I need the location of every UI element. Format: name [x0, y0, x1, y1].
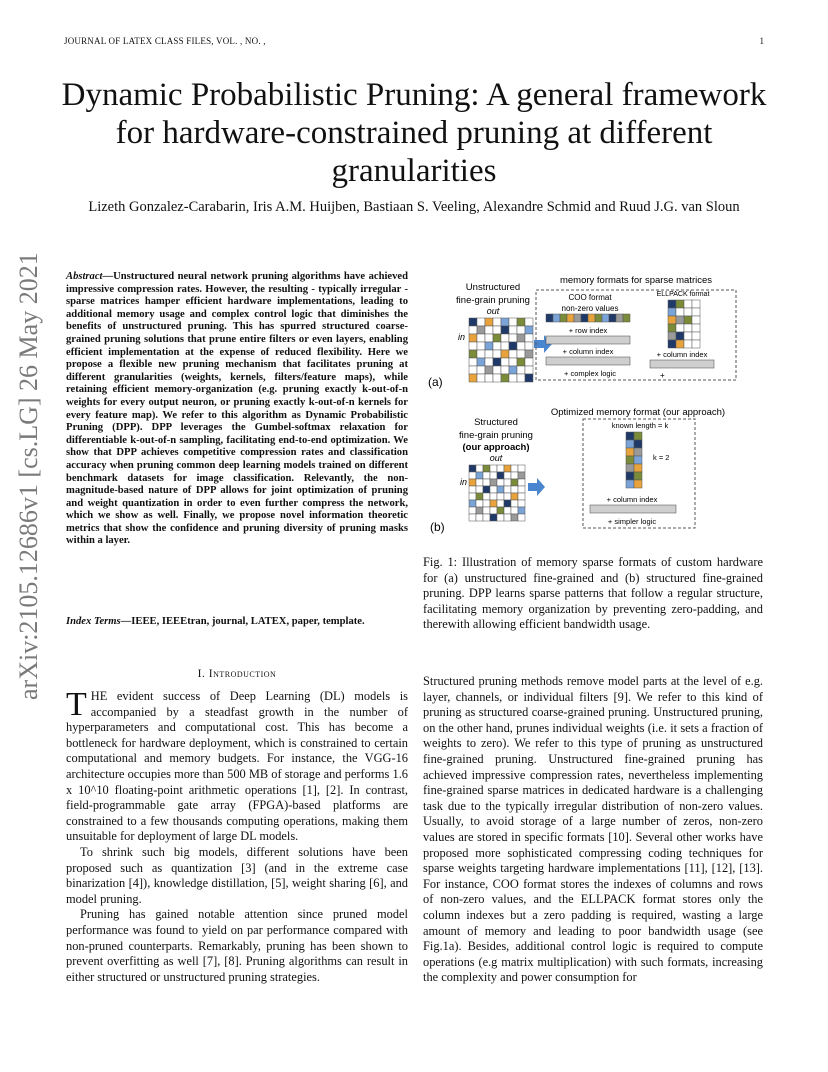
weight-cell — [483, 507, 490, 514]
ellpack-cell — [692, 300, 700, 308]
coo-values-row — [546, 314, 630, 322]
weight-cell — [476, 479, 483, 486]
figure-1 — [420, 268, 770, 538]
ellpack-grid — [668, 300, 700, 348]
panel-b-title-line2: fine-grain pruning — [459, 430, 533, 441]
weight-cell — [493, 358, 501, 366]
weight-cell — [469, 326, 477, 334]
coo-column-index-label: + column index — [562, 347, 614, 356]
weight-cell — [497, 500, 504, 507]
ellpack-cell — [676, 340, 684, 348]
ellpack-cell — [684, 340, 692, 348]
weight-cell — [501, 358, 509, 366]
weight-cell — [509, 366, 517, 374]
weight-cell — [493, 318, 501, 326]
weight-cell — [511, 493, 518, 500]
weight-cell — [509, 350, 517, 358]
weight-cell — [501, 374, 509, 382]
weight-cell — [485, 326, 493, 334]
memory-cell — [626, 464, 634, 472]
weight-cell — [490, 472, 497, 479]
panel-a-title-line2: fine-grain pruning — [456, 295, 530, 306]
right-paragraph: Structured pruning methods remove model parts at the level of e.g. layer, channels, or individual filters [9]. We refer to this kind of pruning as structured coarse-grained pruning. Unstructured pruning, on the other hand, prunes individual weights (i.e. it sets a fraction of weights to zero). We refer to this type of pruning as unstructured fine-grained pruning. Unstructured fine-grained pruning has achieved impressive compression rates, nevertheless implementing fine-grained sparse matrices in dedicated hardware is a challenging task due to the typically irregular distribution of non-zero values. Usually, to avoid storage of a large number of zeros, non-zero values are stored in specific formats [10]. Several other works have proposed more sophisticated compressing coding techniques for sparse weights targeting hardware implementations [11], [12], [13]. For instance, COO format stores the indexes of columns and rows of non-zero values, and the ELLPACK format stores only the column indexes but a zero padding is required, wasting a large amount of memory and leading to poor bandwidth usage (see Fig.1a). Besides, additional control logic is required to compute operations (e.g matrix multiplication) with such formats, increasing the complexity and power consumption for — [423, 674, 763, 985]
index-terms-text: —IEEE, IEEEtran, journal, LATEX, paper, template. — [120, 616, 365, 627]
weight-cell — [485, 358, 493, 366]
ellpack-title: ELLPACK format — [656, 291, 710, 298]
weight-cell — [469, 342, 477, 350]
value-cell — [595, 314, 602, 322]
weight-cell — [518, 479, 525, 486]
weight-cell — [483, 500, 490, 507]
weight-cell — [509, 374, 517, 382]
weight-cell — [493, 374, 501, 382]
weight-cell — [490, 479, 497, 486]
weight-cell — [477, 326, 485, 334]
weight-cell — [477, 350, 485, 358]
weight-cell — [518, 514, 525, 521]
panel-a-in-label: in — [458, 332, 466, 342]
page-number: 1 — [759, 36, 764, 46]
weight-cell — [517, 358, 525, 366]
k-value-label: k = 2 — [653, 453, 670, 462]
weight-cell — [517, 350, 525, 358]
ellpack-cell — [676, 316, 684, 324]
panel-a-title-line1: Unstructured — [465, 282, 521, 293]
weight-cell — [511, 472, 518, 479]
weight-cell — [517, 366, 525, 374]
weight-cell — [485, 342, 493, 350]
weight-cell — [483, 465, 490, 472]
section-number: I. — [197, 668, 206, 680]
weight-cell — [490, 465, 497, 472]
arxiv-stamp: arXiv:2105.12686v1 [cs.LG] 26 May 2021 — [14, 252, 43, 700]
weight-cell — [497, 472, 504, 479]
memory-cell — [634, 440, 642, 448]
section-heading — [66, 668, 408, 680]
weight-cell — [509, 318, 517, 326]
abstract-label: Abstract — [66, 271, 103, 282]
ellpack-plus: + — [660, 371, 665, 380]
weight-cell — [483, 493, 490, 500]
ellpack-column-index-bar — [650, 360, 714, 368]
panel-b-column-index-label: + column index — [606, 495, 658, 504]
weight-cell — [497, 514, 504, 521]
intro-column — [66, 686, 408, 985]
ellpack-cell — [668, 340, 676, 348]
panel-b-column-index-bar — [590, 505, 676, 513]
weight-cell — [483, 514, 490, 521]
weight-cell — [477, 358, 485, 366]
weight-cell — [501, 334, 509, 342]
weight-cell — [469, 318, 477, 326]
weight-cell — [509, 334, 517, 342]
weight-cell — [504, 514, 511, 521]
panel-b-title-line3: (our approach) — [462, 442, 530, 453]
memory-cell — [634, 448, 642, 456]
weight-cell — [477, 366, 485, 374]
weight-cell — [504, 479, 511, 486]
weight-cell — [504, 500, 511, 507]
weight-cell — [517, 318, 525, 326]
weight-cell — [476, 493, 483, 500]
figure-1-diagram — [420, 268, 770, 538]
weight-cell — [483, 486, 490, 493]
ellpack-cell — [668, 324, 676, 332]
weight-cell — [469, 479, 476, 486]
weight-cell — [501, 318, 509, 326]
panel-a-box-title: memory formats for sparse matrices — [559, 275, 713, 286]
weight-cell — [504, 472, 511, 479]
paper-title: Dynamic Probabilistic Pruning: A general framework for hardware-constrained pruning at different granularities — [61, 77, 767, 189]
weight-cell — [504, 507, 511, 514]
ellpack-column-index-label: + column index — [656, 350, 708, 359]
weight-cell — [504, 493, 511, 500]
weight-cell — [511, 507, 518, 514]
weight-cell — [518, 486, 525, 493]
value-cell — [574, 314, 581, 322]
weight-cell — [469, 465, 476, 472]
coo-complex-logic: + complex logic — [564, 369, 616, 378]
weight-cell — [517, 326, 525, 334]
panel-b-box-title: Optimized memory format (our approach) — [550, 407, 726, 418]
section-title: Introduction — [208, 668, 277, 680]
ellpack-cell — [692, 316, 700, 324]
memory-cell — [634, 432, 642, 440]
weight-cell — [469, 507, 476, 514]
memory-cell — [626, 432, 634, 440]
ellpack-cell — [684, 300, 692, 308]
weight-cell — [525, 374, 533, 382]
weight-cell — [517, 334, 525, 342]
weight-cell — [469, 374, 477, 382]
weight-cell — [511, 500, 518, 507]
value-cell — [553, 314, 560, 322]
ellpack-cell — [684, 324, 692, 332]
weight-cell — [476, 507, 483, 514]
weight-cell — [469, 350, 477, 358]
weight-cell — [469, 493, 476, 500]
weight-cell — [476, 500, 483, 507]
weight-cell — [469, 514, 476, 521]
weight-cell — [469, 472, 476, 479]
panel-b-arrow — [528, 478, 545, 496]
value-cell — [623, 314, 630, 322]
weight-cell — [476, 465, 483, 472]
memory-cell — [634, 472, 642, 480]
ellpack-cell — [684, 332, 692, 340]
coo-title-line1: COO format — [568, 293, 612, 302]
weight-cell — [493, 366, 501, 374]
weight-cell — [490, 493, 497, 500]
panel-b-label: (b) — [430, 520, 445, 534]
simpler-logic-label: + simpler logic — [607, 517, 657, 526]
weight-cell — [485, 366, 493, 374]
intro-paragraph-3: Pruning has gained notable attention since pruned model performance was found to yield on par performance compared with non-pruned counterparts. Remarkably, pruning has been shown to prevent overfitting as well [7], [8]. Pruning algorithms can result in either structured or unstructured pruning strategies. — [66, 907, 408, 984]
ellpack-cell — [668, 332, 676, 340]
weight-cell — [517, 342, 525, 350]
ellpack-cell — [692, 308, 700, 316]
panel-b-weight-grid — [469, 465, 525, 521]
weight-cell — [501, 342, 509, 350]
weight-cell — [490, 507, 497, 514]
memory-cell — [634, 456, 642, 464]
weight-cell — [490, 486, 497, 493]
memory-cell — [626, 448, 634, 456]
weight-cell — [518, 472, 525, 479]
ellpack-cell — [676, 300, 684, 308]
weight-cell — [518, 507, 525, 514]
index-terms — [66, 616, 408, 629]
weight-cell — [518, 465, 525, 472]
coo-row-index-bar — [546, 336, 630, 344]
weight-cell — [525, 318, 533, 326]
abstract — [66, 271, 408, 548]
weight-cell — [497, 465, 504, 472]
known-length-label: known length = k — [611, 421, 669, 430]
weight-cell — [493, 350, 501, 358]
value-cell — [560, 314, 567, 322]
intro-paragraph-2: To shrink such big models, different solutions have been proposed such as quantization [3] (and in the extreme case binarization [4]), knowledge distillation, [5], weight sharing [6], and model pruning. — [66, 844, 408, 906]
weight-cell — [525, 326, 533, 334]
memory-cell — [626, 480, 634, 488]
coo-column-index-bar — [546, 357, 630, 365]
ellpack-cell — [684, 316, 692, 324]
weight-cell — [469, 358, 477, 366]
ellpack-cell — [676, 332, 684, 340]
weight-cell — [525, 350, 533, 358]
weight-cell — [477, 318, 485, 326]
index-terms-label: Index Terms — [66, 616, 121, 627]
right-column — [423, 674, 763, 986]
panel-b-title-line1: Structured — [474, 417, 518, 428]
panel-a-weight-grid — [469, 318, 533, 382]
weight-cell — [497, 507, 504, 514]
drop-cap: T — [66, 686, 87, 723]
weight-cell — [485, 318, 493, 326]
panel-b-in-label: in — [460, 477, 468, 487]
weight-cell — [511, 514, 518, 521]
abstract-text: —Unstructured neural network pruning algorithms have achieved impressive compression rates. However, the resulting - typically irregular - sparse matrices hamper efficient hardware implementations, leading to additional memory usage and complex control logic that diminishes the benefits of unstructured pruning. This has spurred structured coarse-grained pruning solutions that prune entire filters or even layers, enabling efficient implementation at the expense of reduced flexibility. Here we propose a flexible new pruning mechanism that facilitates pruning at different granularities (weights, kernels, filters/feature maps), while retaining efficient memory-organization (e.g. pruning exactly k-out-of-n weights for every output neuron, or pruning exactly k-out-of-n kernels for every feature map). We refer to this algorithm as Dynamic Probabilistic Pruning (DPP). DPP leverages the Gumbel-softmax relaxation for differentiable k-out-of-n sampling, facilitating end-to-end optimization. We show that DPP achieves competitive compression rates and classification accuracy when pruning common deep learning models trained on different benchmark datasets for image classification. Relevantly, the non-magnitude-based nature of DPP allows for joint optimization of pruning and weight quantization in order to even further compress the network, which we show as well. Finally, we propose novel information theoretic metrics that show the confidence and pruning diversity of pruning masks within a layer. — [66, 271, 408, 547]
value-cell — [609, 314, 616, 322]
weight-cell — [476, 472, 483, 479]
weight-cell — [525, 342, 533, 350]
ellpack-cell — [676, 324, 684, 332]
weight-cell — [501, 350, 509, 358]
value-cell — [616, 314, 623, 322]
weight-cell — [509, 326, 517, 334]
intro-paragraph-1 — [66, 686, 408, 845]
weight-cell — [511, 479, 518, 486]
panel-a-out-label: out — [486, 306, 500, 316]
memory-cell — [634, 464, 642, 472]
weight-cell — [477, 334, 485, 342]
figure-caption: Fig. 1: Illustration of memory sparse formats of custom hardware for (a) unstructured fine-grained and (b) structured fine-grained pruning. DPP learns sparse patterns that follow a regular structure, facilitating memory organization by preventing zero-padding, and therewith allowing efficient bandwidth usage. — [423, 555, 763, 632]
weight-cell — [469, 366, 477, 374]
value-cell — [602, 314, 609, 322]
ellpack-cell — [692, 332, 700, 340]
weight-cell — [509, 342, 517, 350]
weight-cell — [477, 374, 485, 382]
memory-cell — [626, 456, 634, 464]
weight-cell — [518, 500, 525, 507]
panel-a-label: (a) — [428, 375, 443, 389]
ellpack-cell — [692, 340, 700, 348]
weight-cell — [511, 486, 518, 493]
weight-cell — [525, 358, 533, 366]
weight-cell — [493, 334, 501, 342]
value-cell — [588, 314, 595, 322]
weight-cell — [509, 358, 517, 366]
optimized-memory-columns — [626, 432, 642, 488]
weight-cell — [469, 500, 476, 507]
weight-cell — [469, 334, 477, 342]
ellpack-cell — [676, 308, 684, 316]
weight-cell — [476, 514, 483, 521]
value-cell — [546, 314, 553, 322]
weight-cell — [483, 479, 490, 486]
weight-cell — [517, 374, 525, 382]
memory-cell — [634, 480, 642, 488]
value-cell — [567, 314, 574, 322]
weight-cell — [493, 342, 501, 350]
weight-cell — [476, 486, 483, 493]
ellpack-cell — [668, 300, 676, 308]
intro-paragraph-1-text: HE evident success of Deep Learning (DL) models is accompanied by a steadfast growth in the number of hyperparameters and computational cost. This has become a bottleneck for hardware deployment, which is constrained to certain computational and memory budgets. For instance, the VGG-16 architecture occupies more than 500 MB of storage and performs 1.6 x 10^10 floating-point arithmetic operations [1], [2]. In contrast, field-programmable gate array (FPGA)-based platforms are constrained to a few thousands computing operations, making them unsuitable for deployment of large DL models. — [66, 689, 408, 844]
coo-title-line2: non-zero values — [561, 304, 619, 313]
running-header: JOURNAL OF LATEX CLASS FILES, VOL. , NO. , — [64, 36, 266, 46]
weight-cell — [485, 374, 493, 382]
ellpack-cell — [692, 324, 700, 332]
weight-cell — [485, 334, 493, 342]
weight-cell — [497, 486, 504, 493]
weight-cell — [504, 465, 511, 472]
weight-cell — [490, 514, 497, 521]
weight-cell — [493, 326, 501, 334]
weight-cell — [485, 350, 493, 358]
coo-row-index-label: + row index — [568, 326, 608, 335]
weight-cell — [525, 366, 533, 374]
weight-cell — [504, 486, 511, 493]
weight-cell — [497, 479, 504, 486]
ellpack-cell — [684, 308, 692, 316]
weight-cell — [490, 500, 497, 507]
weight-cell — [501, 326, 509, 334]
memory-cell — [626, 440, 634, 448]
weight-cell — [525, 334, 533, 342]
ellpack-cell — [668, 308, 676, 316]
weight-cell — [477, 342, 485, 350]
weight-cell — [483, 472, 490, 479]
weight-cell — [469, 486, 476, 493]
authors: Lizeth Gonzalez-Carabarin, Iris A.M. Huijben, Bastiaan S. Veeling, Alexandre Schmid and Ruud J.G. van Sloun — [88, 199, 740, 215]
memory-cell — [626, 472, 634, 480]
weight-cell — [497, 493, 504, 500]
weight-cell — [501, 366, 509, 374]
panel-b-out-label: out — [489, 453, 503, 463]
weight-cell — [518, 493, 525, 500]
weight-cell — [511, 465, 518, 472]
value-cell — [581, 314, 588, 322]
ellpack-cell — [668, 316, 676, 324]
